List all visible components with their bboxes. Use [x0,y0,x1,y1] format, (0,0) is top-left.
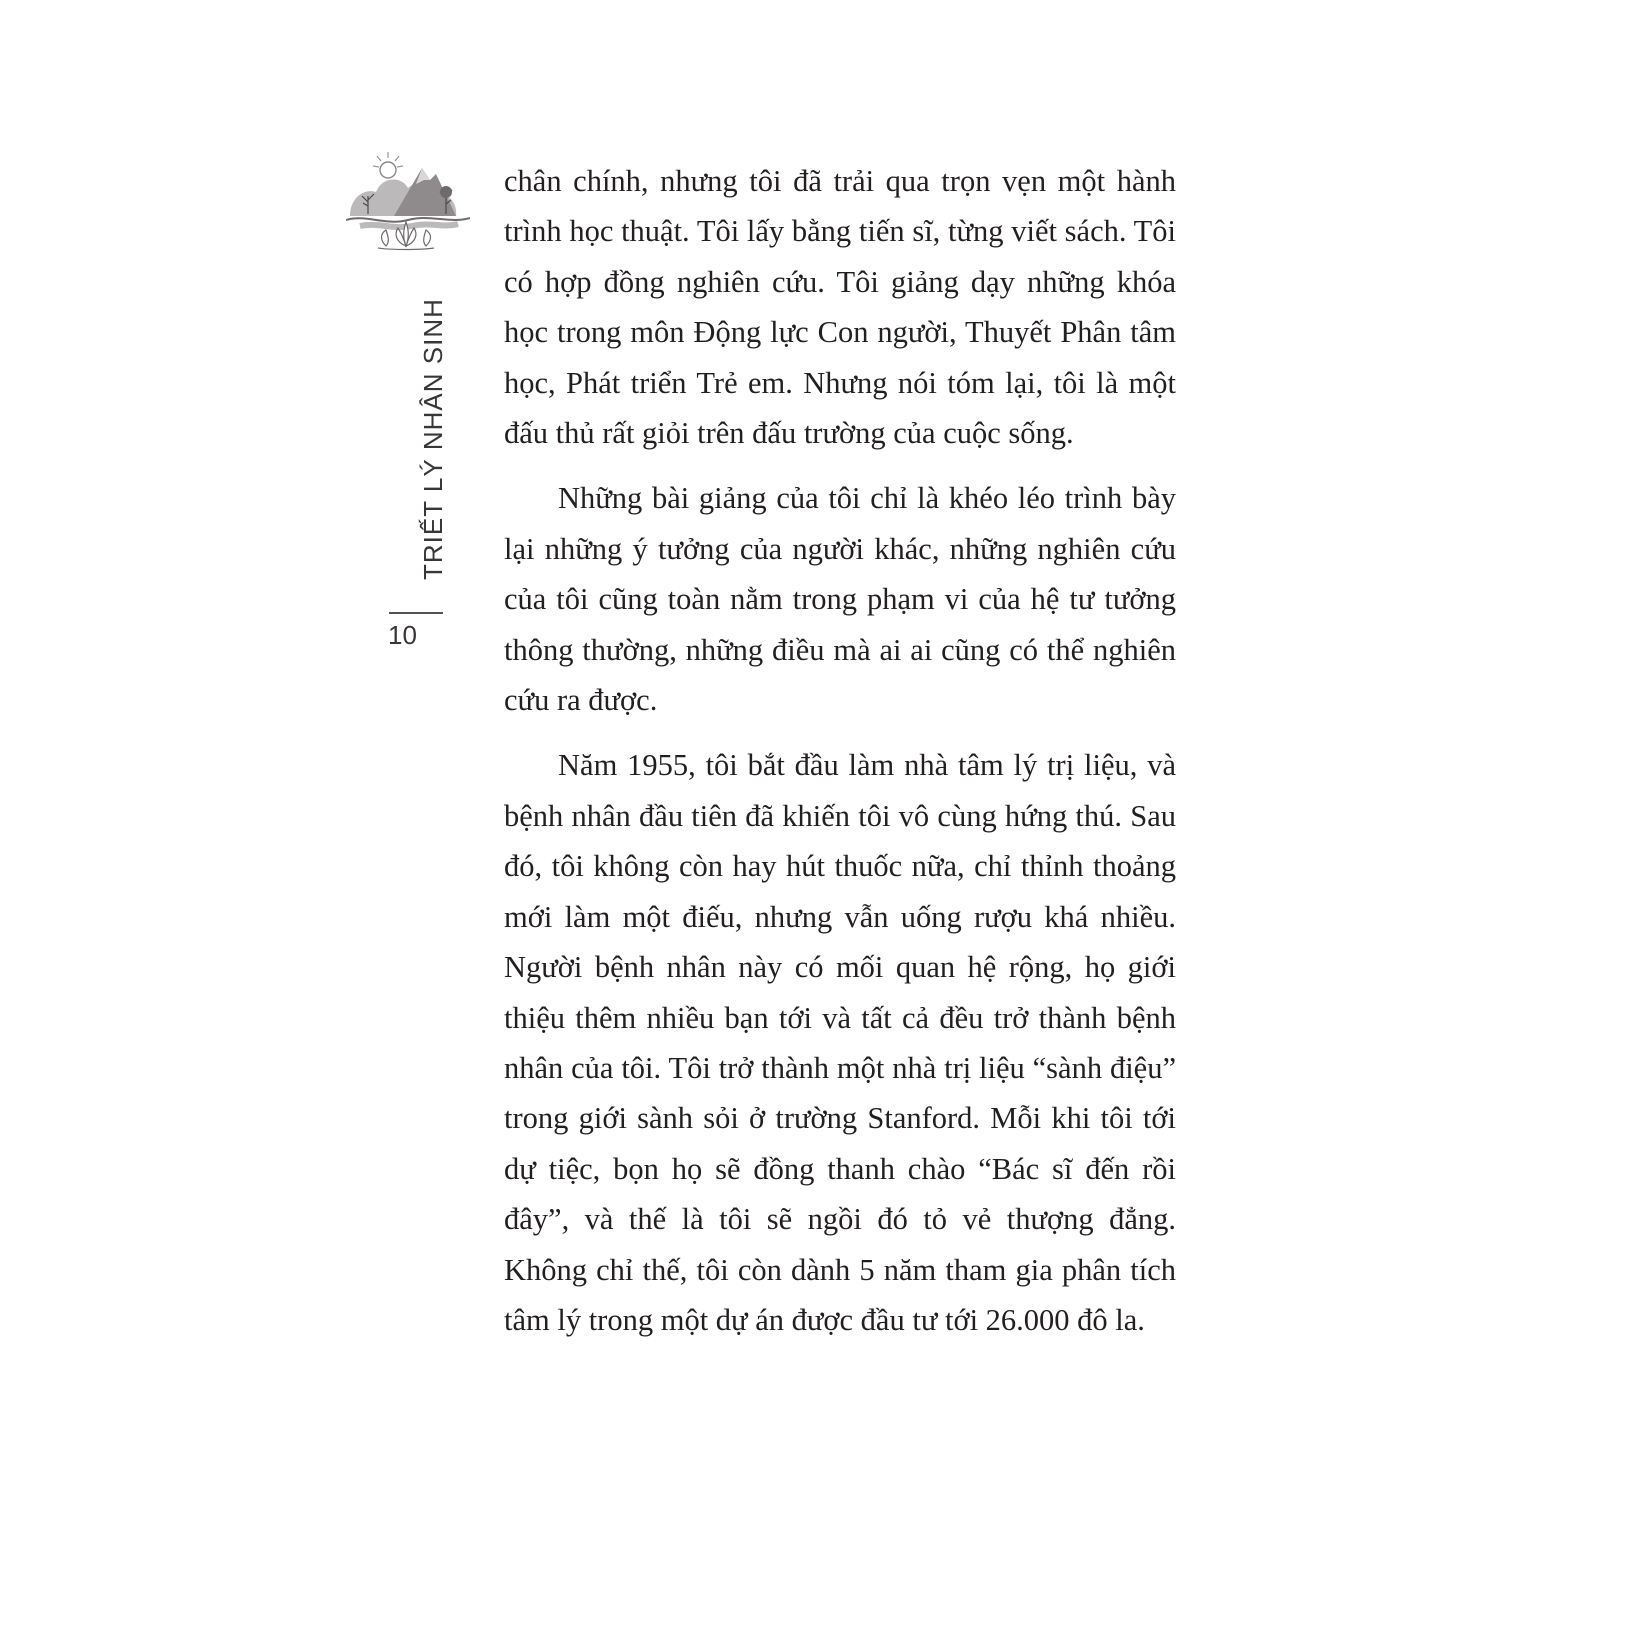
mountain-sun-lotus-icon [346,150,470,254]
body-text [504,156,1176,1345]
running-title: TRIẾT LÝ NHÂN SINH [418,298,448,580]
paragraph-2: Những bài giảng của tôi chỉ là khéo léo trình bày lại những ý tưởng của người khác, những nghiên cứu của tôi cũng toàn nằm trong phạm vi của hệ tư tưởng thông thường, những điều mà ai ai cũng có thể nghiên cứu ra được. [504,481,1176,718]
paragraph-3: Năm 1955, tôi bắt đầu làm nhà tâm lý trị liệu, và bệnh nhân đầu tiên đã khiến tôi vô cùng hứng thú. Sau đó, tôi không còn hay hút thuốc nữa, chỉ thỉnh thoảng mới làm một điếu, nhưng vẫn uống rượu khá nhiều. Người bệnh nhân này có mối quan hệ rộng, họ giới thiệu thêm nhiều bạn tới và tất cả đều trở thành bệnh nhân của tôi. Tôi trở thành một nhà trị liệu “sành điệu” trong giới sành sỏi ở trường Stanford. Mỗi khi tôi tới dự tiệc, bọn họ sẽ đồng thanh chào “Bác sĩ đến rồi đây”, và thế là tôi sẽ ngồi đó tỏ vẻ thượng đẳng. Không chỉ thế, tôi còn dành 5 năm tham gia phân tích tâm lý trong một dự án được đầu tư tới 26.000 đô la. [504,748,1176,1337]
paragraph-1: chân chính, nhưng tôi đã trải qua trọn vẹn một hành trình học thuật. Tôi lấy bằng tiến sĩ, từng viết sách. Tôi có hợp đồng nghiên cứu. Tôi giảng dạy những khóa học trong môn Động lực Con người, Thuyết Phân tâm học, Phát triển Trẻ em. Nhưng nói tóm lại, tôi là một đấu thủ rất giỏi trên đấu trường của cuộc sống. [504,164,1176,451]
margin-divider [389,612,443,614]
page-number: 10 [388,620,417,650]
